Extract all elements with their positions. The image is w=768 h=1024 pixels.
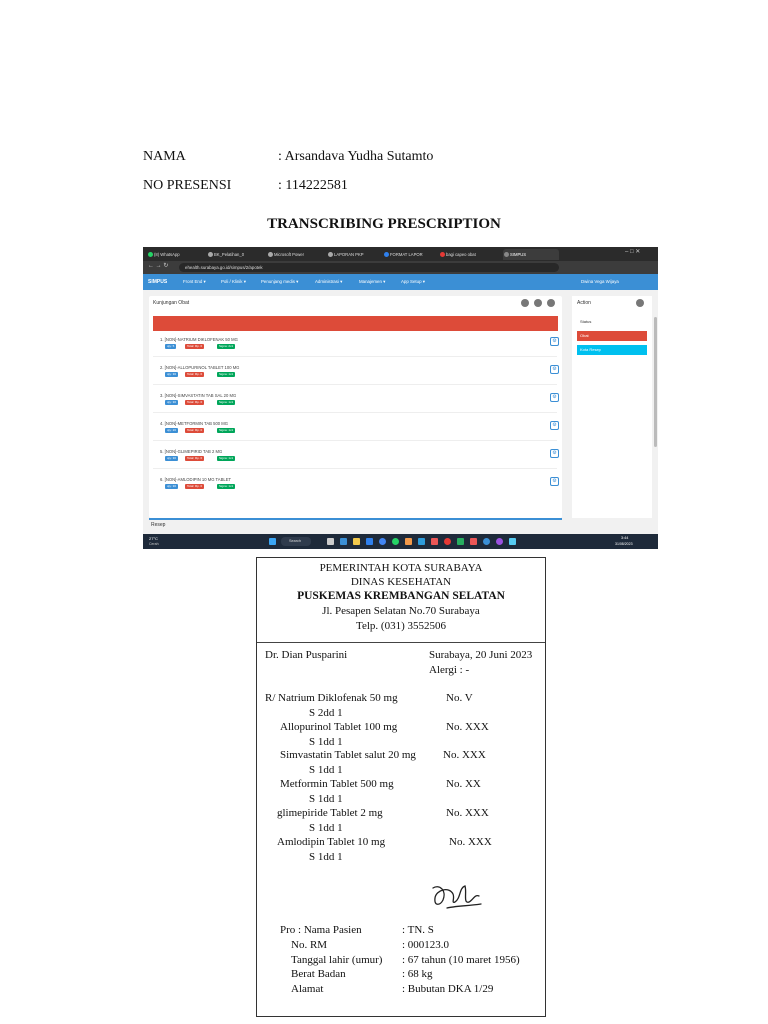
browser-tab[interactable]: FORMAT LAPOR xyxy=(383,249,439,260)
med-name: Simvastatin Tablet salut 20 mg xyxy=(280,749,416,761)
list-item xyxy=(160,365,560,376)
nav-item[interactable]: Front End ▾ xyxy=(183,279,206,284)
patient-label: Pro : Nama Pasien xyxy=(280,924,362,936)
clock-date: 31/08/2023 xyxy=(615,542,633,546)
app-icon[interactable] xyxy=(496,538,503,545)
patient-label: Alamat xyxy=(291,983,324,995)
patient-value: : Bubutan DKA 1/29 xyxy=(402,983,494,995)
med-name: glimepiride Tablet 2 mg xyxy=(277,807,383,819)
action-panel xyxy=(572,296,652,518)
action-status[interactable]: Status xyxy=(580,319,592,324)
app-navbar xyxy=(143,274,658,290)
settings-icon[interactable]: ⚙ xyxy=(550,449,559,458)
back-forward-reload-icon[interactable]: ← → ↻ xyxy=(148,263,169,269)
med-signa: S 2dd 1 xyxy=(309,707,343,719)
patient-label: Berat Badan xyxy=(291,968,346,980)
signa-badge: Signa: 1x1 xyxy=(219,400,234,404)
chrome-icon[interactable] xyxy=(379,538,386,545)
collapse-icon[interactable] xyxy=(636,299,644,307)
prescription-date: Surabaya, 20 Juni 2023 xyxy=(429,649,533,661)
url-field[interactable]: ehealth.surabaya.go.id/simpus/2/apotek xyxy=(179,263,559,272)
nav-item[interactable]: App Setup ▾ xyxy=(401,279,425,284)
clinic-name: PUSKEMAS KREMBANGAN SELATAN xyxy=(297,590,505,602)
simpus-screenshot xyxy=(143,247,658,549)
folder-icon[interactable] xyxy=(353,538,360,545)
user-name[interactable]: Dwina Vega Wijaya xyxy=(581,279,619,284)
med-signa: S 1dd 1 xyxy=(309,764,343,776)
qty-badge: qty: 30 xyxy=(167,372,177,376)
med-name: Amlodipin Tablet 10 mg xyxy=(277,836,386,848)
med-name: R/ Natrium Diklofenak 50 mg xyxy=(265,692,398,704)
item-name: 5. [NON]-GLIMEPIRID TAB 2 MG xyxy=(160,449,223,454)
collapse-icon[interactable] xyxy=(534,299,542,307)
med-qty: No. XXX xyxy=(449,836,492,848)
scrollbar[interactable] xyxy=(654,317,657,447)
edge-icon[interactable] xyxy=(483,538,490,545)
total-badge: Total: Rp. 0 xyxy=(187,372,203,376)
med-qty: No. XX xyxy=(446,778,481,790)
item-name: 4. [NON]-METFORMIN TAB 500 MG xyxy=(160,421,229,426)
nav-item[interactable]: Administrasi ▾ xyxy=(315,279,343,284)
taskbar-search[interactable]: Search xyxy=(281,537,311,546)
app-icon[interactable] xyxy=(340,538,347,545)
signa-badge: Signa: 1x1 xyxy=(219,484,234,488)
total-badge: Total: Rp. 0 xyxy=(187,400,203,404)
app-icon[interactable] xyxy=(509,538,516,545)
med-name: Allopurinol Tablet 100 mg xyxy=(280,721,398,733)
item-name: 6. [NON]-AMLODIPIN 10 MG TABLET xyxy=(160,477,232,482)
list-item xyxy=(160,337,560,348)
app-icon[interactable] xyxy=(444,538,451,545)
list-item xyxy=(160,421,560,432)
settings-icon[interactable]: ⚙ xyxy=(550,477,559,486)
qty-badge: qty: 30 xyxy=(167,400,177,404)
panel-title: Kunjungan Obat xyxy=(153,300,190,306)
browser-tab[interactable]: LAPORAN PKP xyxy=(327,249,383,260)
weather-temp: 27°C xyxy=(149,536,158,541)
qty-badge: qty: 20 xyxy=(167,428,177,432)
item-name: 1. [NON]-NATRIUM DIKLOFENAK 50 MG xyxy=(160,337,238,342)
presensi-value: : 114222581 xyxy=(278,178,348,193)
nama-label: NAMA xyxy=(143,149,186,164)
windows-start-icon[interactable] xyxy=(269,538,276,545)
expand-icon[interactable] xyxy=(521,299,529,307)
qty-badge: qty: 30 xyxy=(167,456,177,460)
header-red-bar xyxy=(153,316,558,331)
nav-item[interactable]: Penunjang medis ▾ xyxy=(261,279,299,284)
signa-badge: Signa: 1x1 xyxy=(219,372,234,376)
whatsapp-icon[interactable] xyxy=(392,538,399,545)
patient-value: : 68 kg xyxy=(402,968,433,980)
action-title: Action xyxy=(577,300,591,306)
settings-icon[interactable]: ⚙ xyxy=(550,337,559,346)
total-badge: Total: Rp. 0 xyxy=(187,428,203,432)
allergy-info: Alergi : - xyxy=(429,664,470,676)
med-qty: No. V xyxy=(446,692,473,704)
window-controls[interactable]: – □ ✕ xyxy=(625,249,641,255)
browser-tab[interactable]: Microsoft Power xyxy=(267,249,327,260)
weather-desc: Cerah xyxy=(149,542,159,546)
nama-value: : Arsandava Yudha Sutamto xyxy=(278,149,434,164)
doctor-signature xyxy=(429,880,485,912)
patient-value: : 67 tahun (10 maret 1956) xyxy=(402,954,520,966)
excel-icon[interactable] xyxy=(457,538,464,545)
app-icon[interactable] xyxy=(431,538,438,545)
item-name: 3. [NON]-SIMVASTATIN TAB SAL 20 MG xyxy=(160,393,237,398)
signa-badge: Signa: 1x1 xyxy=(219,428,234,432)
powerpoint-icon[interactable] xyxy=(470,538,477,545)
header-divider xyxy=(257,642,545,643)
med-name: Metformin Tablet 500 mg xyxy=(280,778,394,790)
list-item xyxy=(160,449,560,460)
app-icon[interactable] xyxy=(327,538,334,545)
document-title: TRANSCRIBING PRESCRIPTION xyxy=(267,216,501,232)
action-kota-resep-button[interactable]: Kota Resep xyxy=(577,345,647,355)
action-obat-button[interactable]: Obat xyxy=(577,331,647,341)
list-item xyxy=(160,393,560,404)
resep-label: Resep xyxy=(151,522,166,528)
browser-tab[interactable]: BK_Pelatihan_0 xyxy=(207,249,267,260)
browser-tab-bar xyxy=(143,247,658,261)
resep-divider xyxy=(149,518,562,520)
clock-time: 3:44 xyxy=(621,536,629,540)
kunjungan-obat-panel xyxy=(149,296,562,518)
med-signa: S 1dd 1 xyxy=(309,851,343,863)
signa-badge: Signa: 1x1 xyxy=(219,456,234,460)
patient-value: : TN. S xyxy=(402,924,434,936)
list-item xyxy=(160,477,560,488)
app-icon[interactable] xyxy=(405,538,412,545)
nav-item[interactable]: Manajemen ▾ xyxy=(359,279,386,284)
total-badge: Total: Rp. 0 xyxy=(187,484,203,488)
signa-badge: Signa: 2x1 xyxy=(219,344,234,348)
patient-label: Tanggal lahir (umur) xyxy=(291,954,383,966)
med-signa: S 1dd 1 xyxy=(309,736,343,748)
settings-icon[interactable]: ⚙ xyxy=(550,421,559,430)
word-icon[interactable] xyxy=(366,538,373,545)
patient-label: No. RM xyxy=(291,939,328,951)
med-qty: No. XXX xyxy=(443,749,486,761)
browser-tab[interactable]: bagi capeo obat xyxy=(439,249,503,260)
close-icon[interactable] xyxy=(547,299,555,307)
nav-item[interactable]: Poli / Klinik ▾ xyxy=(221,279,246,284)
app-brand[interactable]: SIMPUS xyxy=(148,279,168,285)
qty-badge: qty: 5 xyxy=(167,344,175,348)
med-signa: S 1dd 1 xyxy=(309,822,343,834)
med-signa: S 1dd 1 xyxy=(309,793,343,805)
clinic-address: Jl. Pesapen Selatan No.70 Surabaya xyxy=(322,605,480,617)
doctor-name: Dr. Dian Pusparini xyxy=(265,649,348,661)
settings-icon[interactable]: ⚙ xyxy=(550,393,559,402)
gov-name: PEMERINTAH KOTA SURABAYA xyxy=(319,562,483,574)
total-badge: Total: Rp. 0 xyxy=(187,344,203,348)
windows-taskbar xyxy=(143,534,658,549)
dept-name: DINAS KESEHATAN xyxy=(350,576,452,588)
browser-tab[interactable]: (8) WhatsApp xyxy=(147,249,207,260)
settings-icon[interactable]: ⚙ xyxy=(550,365,559,374)
browser-tab-active[interactable]: SIMPUS xyxy=(503,249,559,260)
patient-value: : 000123.0 xyxy=(402,939,450,951)
presensi-label: NO PRESENSI xyxy=(143,178,232,193)
app-icon[interactable] xyxy=(418,538,425,545)
total-badge: Total: Rp. 0 xyxy=(187,456,203,460)
clinic-phone: Telp. (031) 3552506 xyxy=(356,620,446,632)
item-name: 2. [NON]-ALLOPURINOL TABLET 100 MG xyxy=(160,365,240,370)
qty-badge: qty: 30 xyxy=(167,484,177,488)
med-qty: No. XXX xyxy=(446,807,489,819)
med-qty: No. XXX xyxy=(446,721,489,733)
prescription-form xyxy=(256,557,546,1017)
